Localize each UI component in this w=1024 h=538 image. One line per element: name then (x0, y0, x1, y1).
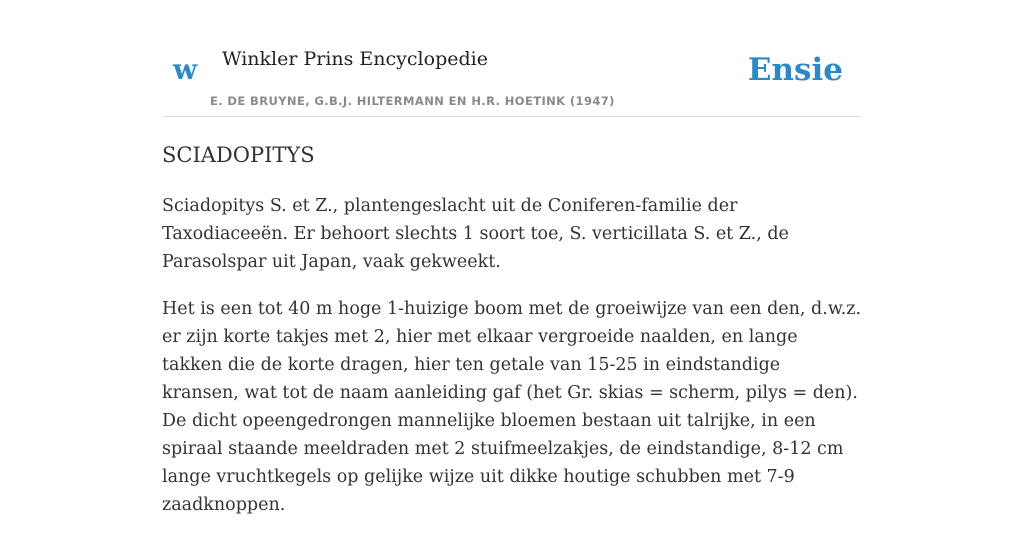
winkler-prins-logo[interactable]: w (173, 53, 198, 86)
entry-body (162, 192, 862, 538)
entry-title: SCIADOPITYS (162, 143, 315, 167)
authors-line: E. DE BRUYNE, G.B.J. HILTERMANN EN H.R. HOETINK (1947) (210, 94, 615, 108)
entry-paragraph: Het is een tot 40 m hoge 1-huizige boom met de groeiwijze van een den, d.w.z. er zijn korte takjes met 2, hier met elkaar vergroeide naalden, en lange takken die de korte dragen, hier ten getale van 15-25 in eindstandige kransen, wat tot de naam aanleiding gaf (het Gr. skias = scherm, pilys = den). De dicht opeengedrongen mannelijke bloemen bestaan uit talrijke, in een spiraal staande meeldraden met 2 stuifmeelzakjes, de eindstandige, 8-12 cm lange vruchtkegels op gelijke wijze uit dikke houtige schubben met 7-9 zaadknoppen. (162, 299, 862, 515)
site-title[interactable]: Winkler Prins Encyclopedie (222, 48, 488, 70)
entry-paragraph: Sciadopitys S. et Z., plantengeslacht uit de Coniferen-familie der Taxodiaceeën. Er behoort slechts 1 soort toe, S. verticillata S. et Z., de Parasolspar uit Japan, vaak gekweekt. (162, 196, 789, 272)
site-header (162, 0, 862, 117)
page-container (162, 0, 862, 515)
ensie-brand-link[interactable]: Ensie (747, 52, 843, 88)
